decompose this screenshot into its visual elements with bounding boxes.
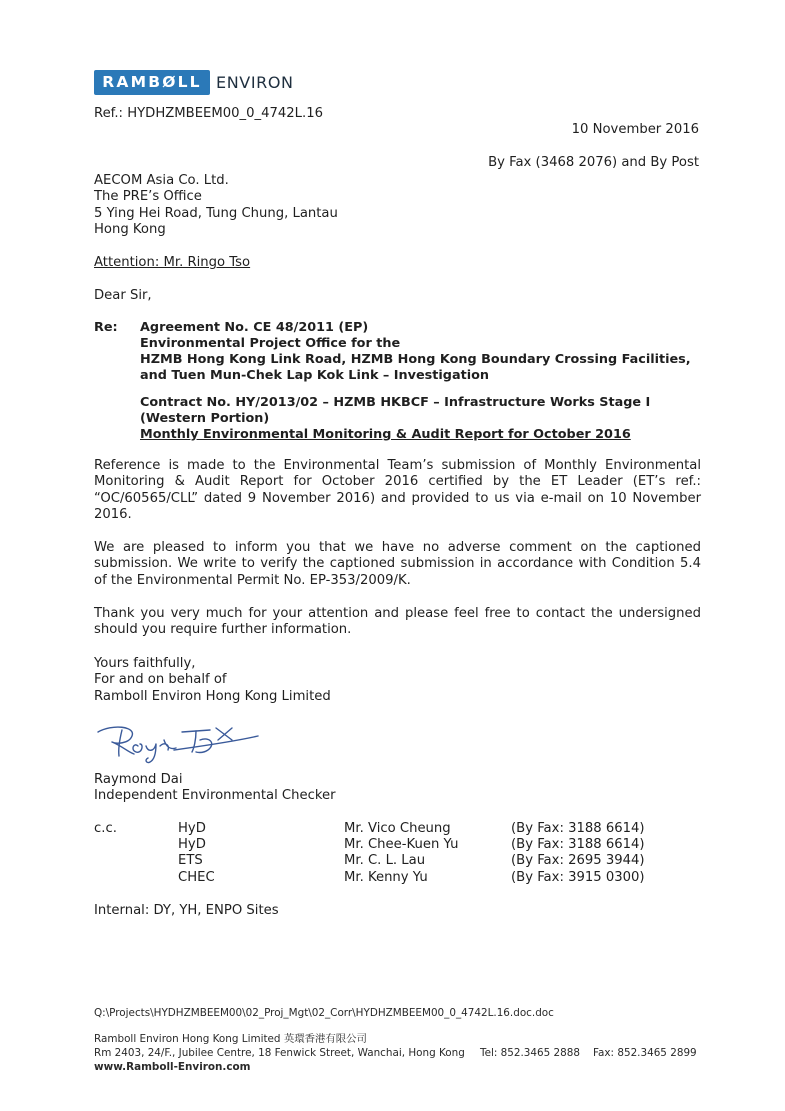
signatory-name: Raymond Dai [94,772,183,787]
body-paragraph-verification: We are pleased to inform you that we have no adverse comment on the captioned submission. We write to verify the captioned submission in accordance with Condition 5.4 of the Environmental Permit No. EP-353/2009/K. [94,540,701,588]
handwritten-signature [92,720,267,768]
cc-org: ETS [178,853,203,868]
footer-website-link[interactable]: www.Ramboll-Environ.com [94,1061,251,1073]
cc-person: Mr. Vico Cheung [344,821,451,836]
re-line: HZMB Hong Kong Link Road, HZMB Hong Kong Boundary Crossing Facilities, [140,352,691,367]
recipient-address [94,173,338,239]
footer-address: Rm 2403, 24/F., Jubilee Centre, 18 Fenwick Street, Wanchai, Hong Kong [94,1047,465,1059]
re-line: Environmental Project Office for the [140,336,401,351]
cc-person: Mr. C. L. Lau [344,853,426,868]
letter-date: 10 November 2016 [571,122,699,137]
cc-fax: (By Fax: 3188 6614) [511,837,645,852]
cc-person: Mr. Kenny Yu [344,870,428,885]
footer-fax: Fax: 852.3465 2899 [593,1047,697,1059]
cc-org: HyD [178,821,206,836]
closing-line: Ramboll Environ Hong Kong Limited [94,688,331,704]
cc-fax: (By Fax: 3188 6614) [511,821,645,836]
salutation: Dear Sir, [94,288,152,303]
re-line: and Tuen Mun-Chek Lap Kok Link – Investigation [140,368,489,383]
body-paragraph-thanks: Thank you very much for your attention and please feel free to contact the undersigned should you require further information. [94,606,701,638]
attention-line: Attention: Mr. Ringo Tso [94,255,251,270]
delivery-method: By Fax (3468 2076) and By Post [488,155,699,170]
contract-line: (Western Portion) [140,411,270,426]
recipient-company: AECOM Asia Co. Ltd. [94,173,229,188]
cc-org: CHEC [178,870,215,885]
footer-tel: Tel: 852.3465 2888 [480,1047,580,1059]
recipient-city: Hong Kong [94,222,166,238]
cc-label: c.c. [94,821,117,836]
cc-fax: (By Fax: 2695 3944) [511,853,645,868]
cc-person: Mr. Chee-Kuen Yu [344,837,459,852]
report-title: Monthly Environmental Monitoring & Audit Report for October 2016 [140,427,631,442]
recipient-office: The PRE’s Office [94,189,202,205]
recipient-street: 5 Ying Hei Road, Tung Chung, Lantau [94,205,338,221]
cc-org: HyD [178,837,206,852]
re-line: Agreement No. CE 48/2011 (EP) [140,320,369,335]
re-label: Re: [94,320,118,335]
body-paragraph-reference: Reference is made to the Environmental Team’s submission of Monthly Environmental Monitoring & Audit Report for October 2016 certified by the ET Leader (ET’s ref.: “OC/60565/CLL” dated 9 November 2016) and provided to us via e-mail on 10 November 2016. [94,458,701,523]
closing-line: Yours faithfully, [94,656,196,671]
contract-line: Contract No. HY/2013/02 – HZMB HKBCF – Infrastructure Works Stage I [140,395,651,410]
footer-company: Ramboll Environ Hong Kong Limited 英環香港有限公司 [94,1033,367,1045]
reference-number: Ref.: HYDHZMBEEM00_0_4742L.16 [94,106,323,121]
signatory-title: Independent Environmental Checker [94,788,336,803]
re-subject [140,320,691,384]
cc-fax: (By Fax: 3915 0300) [511,870,645,885]
internal-distribution: Internal: DY, YH, ENPO Sites [94,903,279,918]
contract-subject [140,395,650,443]
company-logo-mark: RAMBØLL [94,70,210,95]
company-logo-text: ENVIRON [216,73,294,92]
closing-block [94,656,331,705]
closing-line: For and on behalf of [94,672,227,688]
file-path: Q:\Projects\HYDHZMBEEM00\02_Proj_Mgt\02_Corr\HYDHZMBEEM00_0_4742L.16.doc.doc [94,1007,554,1019]
